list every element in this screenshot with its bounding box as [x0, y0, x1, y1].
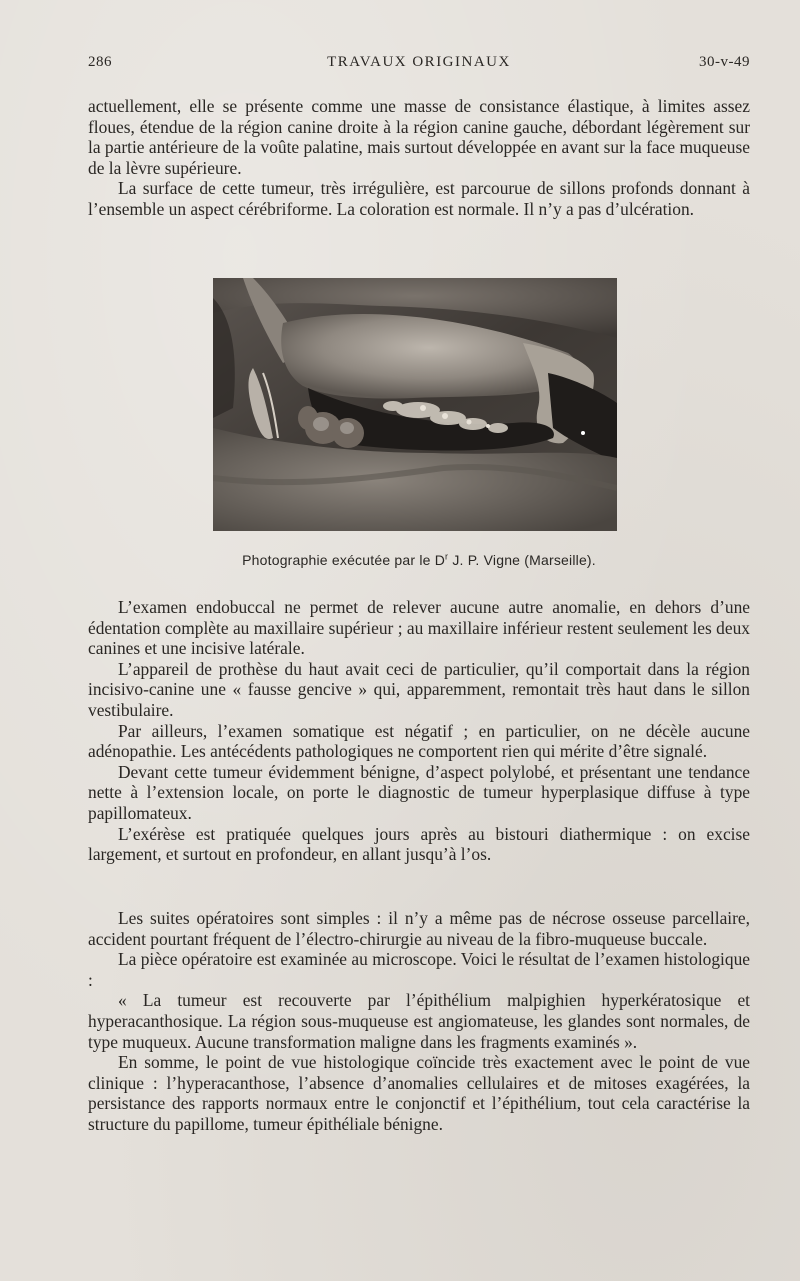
- text-block-top: [88, 96, 750, 220]
- figure-caption: [88, 552, 750, 568]
- page-number: 286: [88, 54, 112, 70]
- caption-text: Photographie exécutée par le D: [242, 552, 446, 568]
- paragraph: Les suites opératoires sont simples : il n’y a même pas de nécrose osseuse parcellaire, accident pourtant fréquent de l’électro-chirurgie au niveau de la fibro-muqueuse buccale.: [88, 908, 750, 949]
- text-block-middle: [88, 597, 750, 865]
- caption-text-end: J. P. Vigne (Marseille).: [448, 552, 596, 568]
- paragraph: L’exérèse est pratiquée quelques jours après au bistouri diathermique : on excise largement, et surtout en profondeur, en allant jusqu’à l’os.: [88, 823, 750, 865]
- running-head-date: 30-v-49: [699, 54, 750, 70]
- paragraph: L’examen endobuccal ne permet de relever aucune autre anomalie, en dehors d’une édentation complète au maxillaire supérieur ; au maxillaire inférieur restent seulement les deux canines et une incisive latérale.: [88, 597, 750, 659]
- paragraph: Par ailleurs, l’examen somatique est négatif ; en particulier, on ne décèle aucune adénopathie. Les antécédents pathologiques ne comportent rien qui mérite d’être signalé.: [88, 720, 750, 762]
- photograph-image: [213, 278, 617, 531]
- paragraph: Devant cette tumeur évidemment bénigne, d’aspect polylobé, et présentant une tendance nette à l’extension locale, on porte le diagnostic de tumeur hyperplasique diffuse à type papillomateux.: [88, 761, 750, 823]
- running-head-title: TRAVAUX ORIGINAUX: [327, 54, 511, 70]
- running-head: [88, 54, 750, 78]
- paragraph: En somme, le point de vue histologique coïncide très exactement avec le point de vue clinique : l’hyperacanthose, l’absence d’anomalies cellulaires et de mitoses exagérées, la persistance des rapports normaux entre le conjonctif et l’épithélium, tout cela caractérise la structure du papillome, tumeur épithéliale bénigne.: [88, 1052, 750, 1134]
- paragraph: actuellement, elle se présente comme une masse de consistance élastique, à limites assez floues, étendue de la région canine droite à la région canine gauche, débordant légèrement sur la partie antérieure de la voûte palatine, mais surtout développée en avant sur la face muqueuse de la lèvre supérieure.: [88, 96, 750, 178]
- paragraph: L’appareil de prothèse du haut avait ceci de particulier, qu’il comportait dans la région incisivo-canine une « fausse gencive » qui, apparemment, remontait très haut dans le sillon vestibulaire.: [88, 658, 750, 720]
- clinical-photograph: [213, 278, 617, 531]
- paragraph: La surface de cette tumeur, très irrégulière, est parcourue de sillons profonds donnant à l’ensemble un aspect cérébriforme. La coloration est normale. Il n’y a pas d’ulcération.: [88, 178, 750, 219]
- paragraph: La pièce opératoire est examinée au microscope. Voici le résultat de l’examen histologique :: [88, 949, 750, 990]
- paragraph: « La tumeur est recouverte par l’épithélium malpighien hyperkératosique et hyperacanthosique. La région sous-muqueuse est angiomateuse, les glandes sont normales, de type muqueux. Aucune transformation maligne dans les fragments examinés ».: [88, 990, 750, 1052]
- caption-superscript: r: [445, 551, 449, 562]
- text-block-bottom: [88, 908, 750, 1135]
